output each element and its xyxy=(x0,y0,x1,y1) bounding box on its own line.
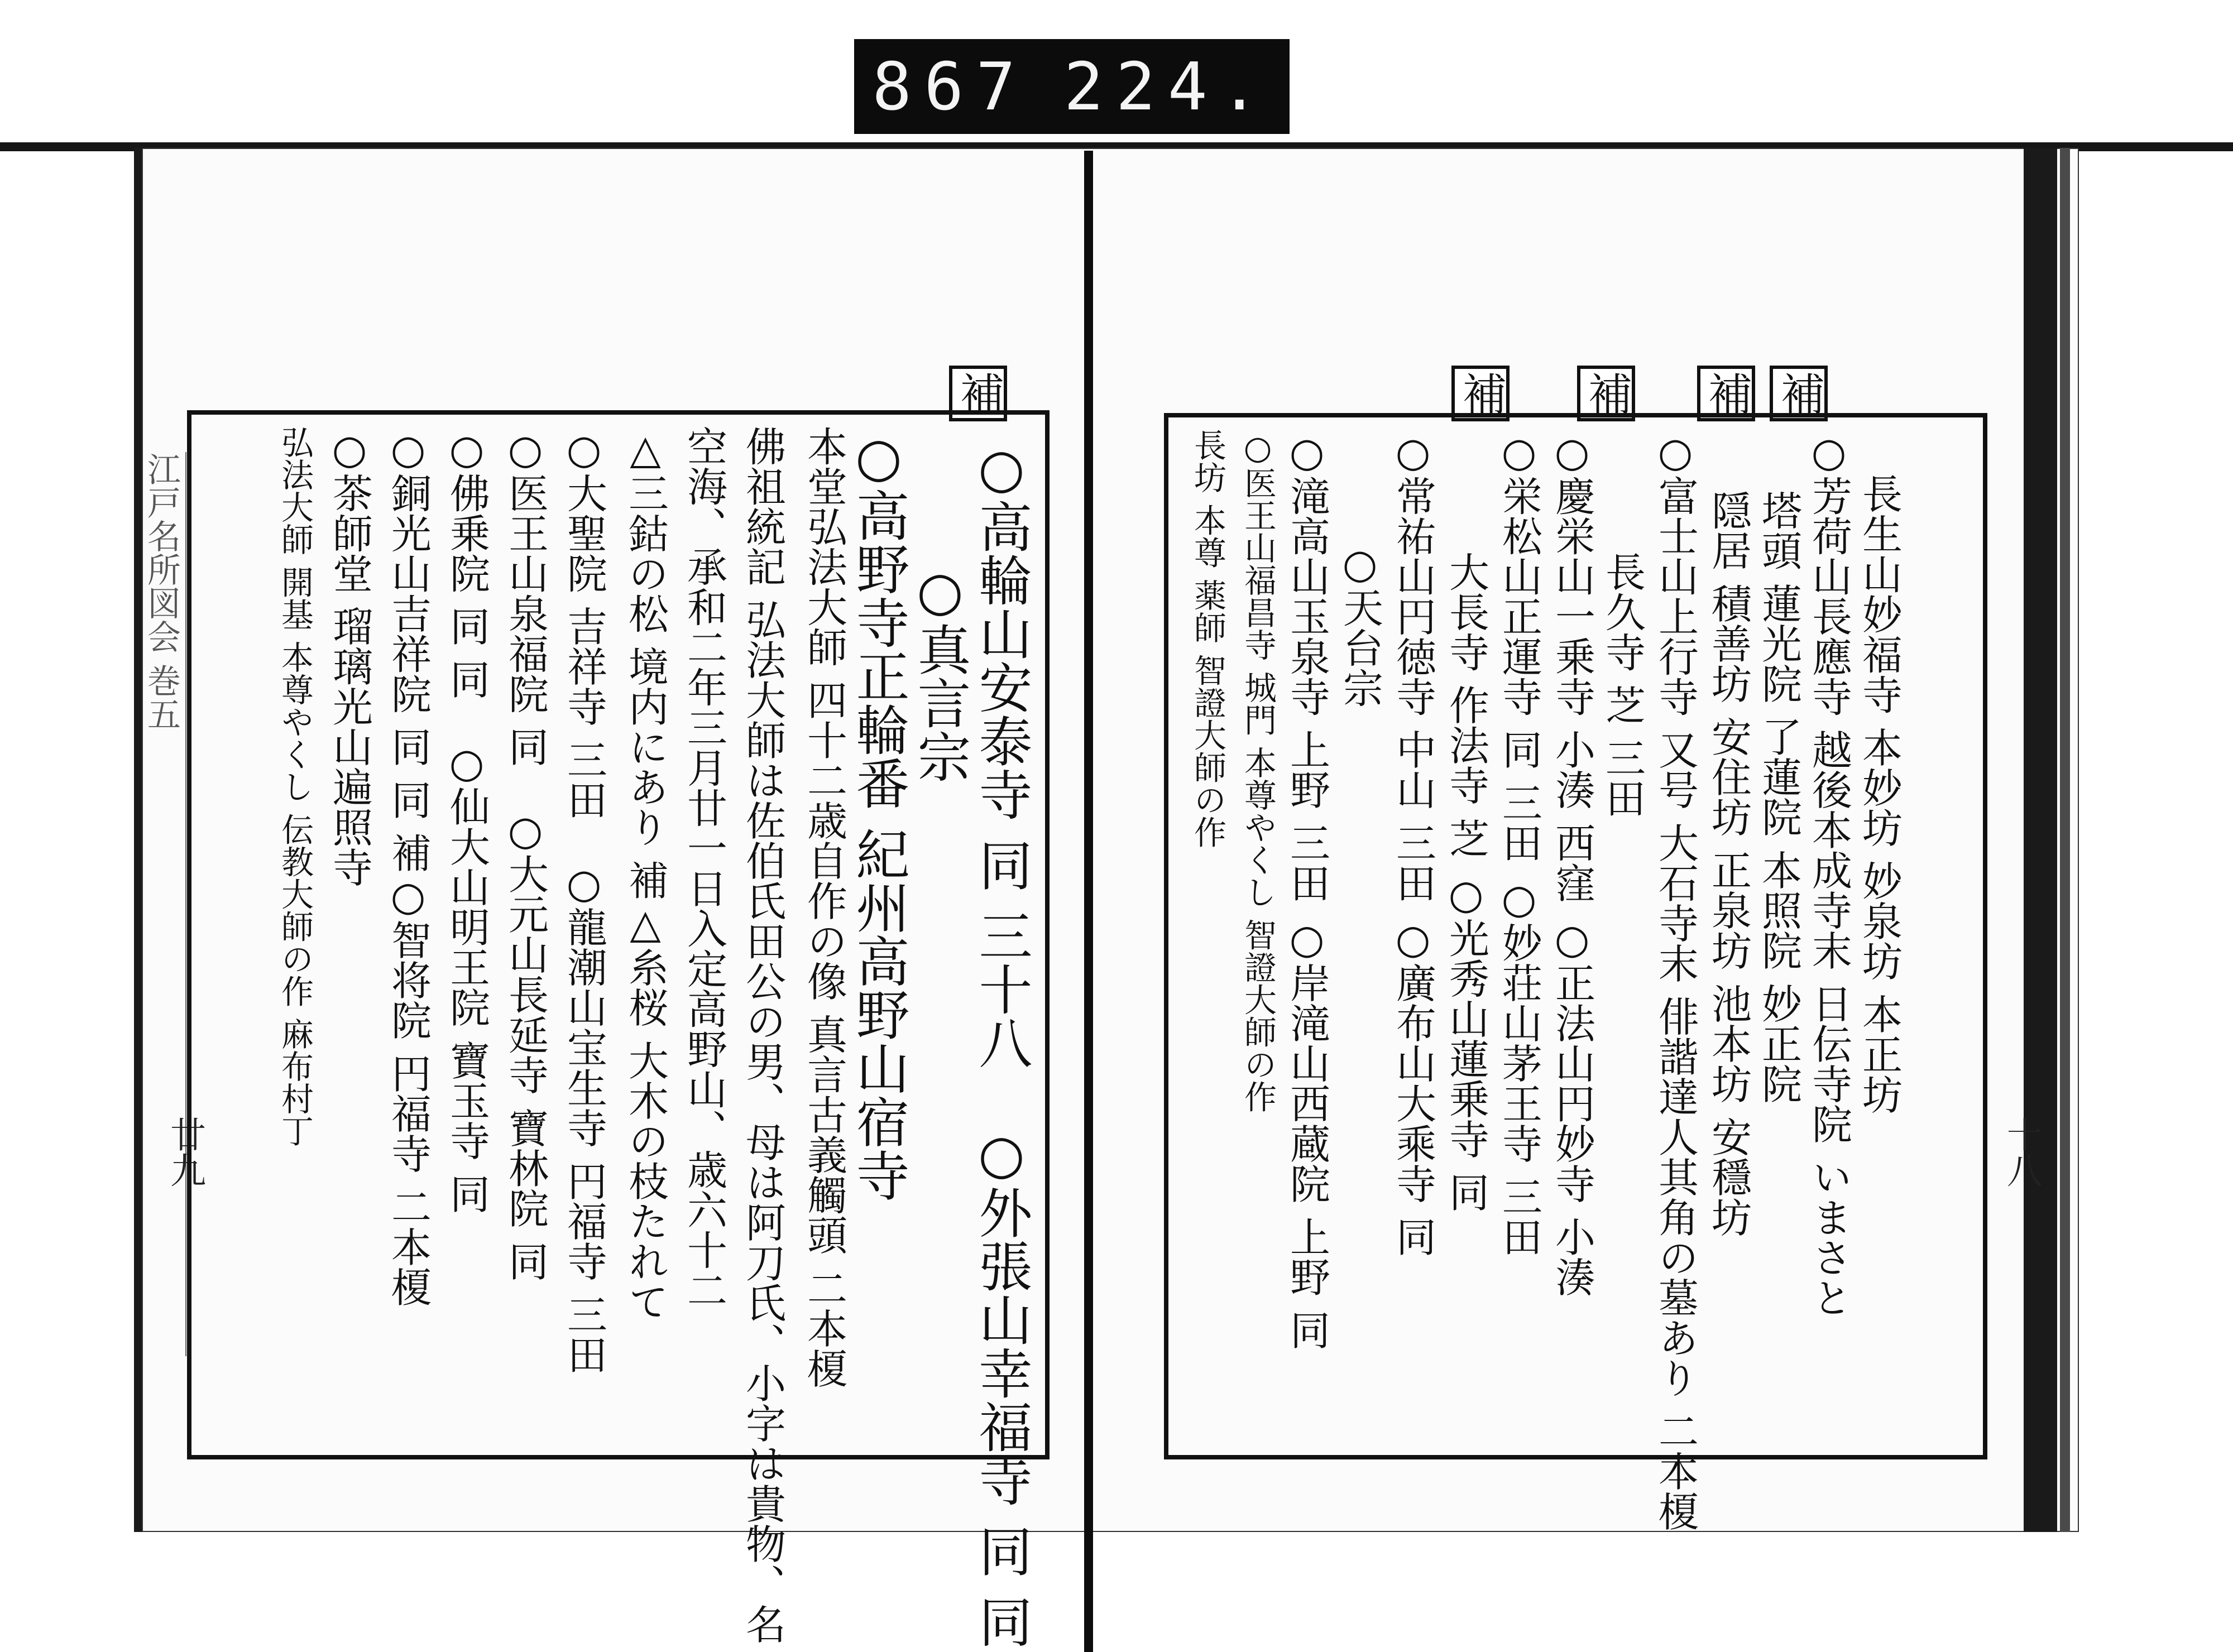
right-col-8: ○栄松山正運寺 同 三田 ○妙荘山茅王寺 三田 xyxy=(1496,429,1542,1257)
call-number-left: 867 xyxy=(872,48,1028,125)
left-col-7: △三鈷の松 境内にあり 補△糸桜 大木の枝たれて xyxy=(622,426,669,1322)
right-col-14: 長坊 本尊 薬師 智證大師の作 xyxy=(1189,429,1226,848)
left-col-10: ○佛乗院 同 同 ○仙大山明王院 寶玉寺 同 xyxy=(443,426,490,1214)
right-col-11: ○天台宗 xyxy=(1336,540,1383,708)
left-col-1: ○高輪山安泰寺 同 三十八 ○外張山幸福寺 同 同 xyxy=(970,437,1033,1649)
left-col-12: ○茶師堂 瑠璃光山遍照寺 xyxy=(326,426,373,887)
left-hosoku-tag: 補 xyxy=(949,366,1007,421)
left-col-6: 空海、承和二年三月廿一日入定高野山、歳六十二 xyxy=(681,426,727,1310)
left-col-13: 弘法大師 開基 本尊やくし 伝教大師の作 麻布村丁 xyxy=(276,426,314,1147)
call-number-label xyxy=(854,39,1290,134)
right-col-5: ○富士山上行寺 又号 大石寺末 俳諧達人其角の墓あり 二本榎 xyxy=(1652,429,1699,1531)
book-fore-edge xyxy=(2024,148,2057,1532)
book-gutter xyxy=(1084,151,1093,1652)
right-col-10: ○常祐山円徳寺 中山 三田 ○廣布山大乘寺 同 xyxy=(1389,429,1436,1257)
right-col-3: 塔頭 蓮光院 了蓮院 本照院 妙正院 xyxy=(1755,490,1802,1104)
margin-book-title: 江戸名所図会 巻五 xyxy=(146,452,186,1356)
right-col-4: 隠居 積善坊 安住坊 正泉坊 池本坊 安穩坊 xyxy=(1705,490,1752,1237)
right-col-7: ○慶栄山一乗寺 小湊 西窪 ○正法山円妙寺 小湊 xyxy=(1549,429,1595,1297)
right-col-12: ○滝高山玉泉寺 上野 三田 ○岸滝山西蔵院 上野 同 xyxy=(1283,429,1330,1350)
right-col-13: ○医王山福昌寺 城門 本尊やくし 智證大師の作 xyxy=(1239,429,1277,1113)
right-page-frame xyxy=(1164,413,1987,1531)
book-fore-edge-shadow xyxy=(2060,148,2070,1532)
right-col-9: 大長寺 作法寺 芝 ○光秀山蓮乗寺 同 xyxy=(1443,551,1489,1212)
left-col-5: 佛祖統記 弘法大師は佐伯氏田公の男、母は阿刀氏、小字は貴物、名 xyxy=(739,426,786,1644)
right-col-2: ○芳荷山長應寺 越後本成寺末 日伝寺院 いまさと xyxy=(1805,429,1852,1318)
call-number-right: 224. xyxy=(1063,48,1272,125)
left-col-2: ○真言宗 xyxy=(909,560,971,783)
right-hosoku-tag-1: 補 xyxy=(1770,366,1828,421)
right-hosoku-tag-4: 補 xyxy=(1451,366,1510,421)
left-col-4: 本堂弘法大師 四十二歳自作の像 真言古義觸頭 二本榎 xyxy=(801,426,847,1389)
left-col-9: ○医王山泉福院 同 ○大元山長延寺 寶林院 同 xyxy=(502,426,549,1281)
right-hosoku-tag-2: 補 xyxy=(1697,366,1755,421)
right-col-1: 長生山妙福寺 本妙坊 妙泉坊 本正坊 xyxy=(1856,473,1903,1115)
right-col-6: 長久寺 芝 三田 xyxy=(1599,551,1646,818)
left-col-8: ○大聖院 吉祥寺 三田 ○龍潮山宝生寺 円福寺 三田 xyxy=(560,426,607,1375)
left-page-frame xyxy=(187,410,1050,1649)
right-hosoku-tag-3: 補 xyxy=(1577,366,1635,421)
left-col-11: ○銅光山吉祥院 同 同 補○智将院 円福寺 二本榎 xyxy=(385,426,432,1307)
right-leaf-number: 十八 xyxy=(2001,1116,2042,1188)
left-col-3: ○高野寺正輪番 紀州高野山宿寺 xyxy=(847,426,910,1202)
left-leaf-number: 廿九 xyxy=(164,1116,205,1188)
